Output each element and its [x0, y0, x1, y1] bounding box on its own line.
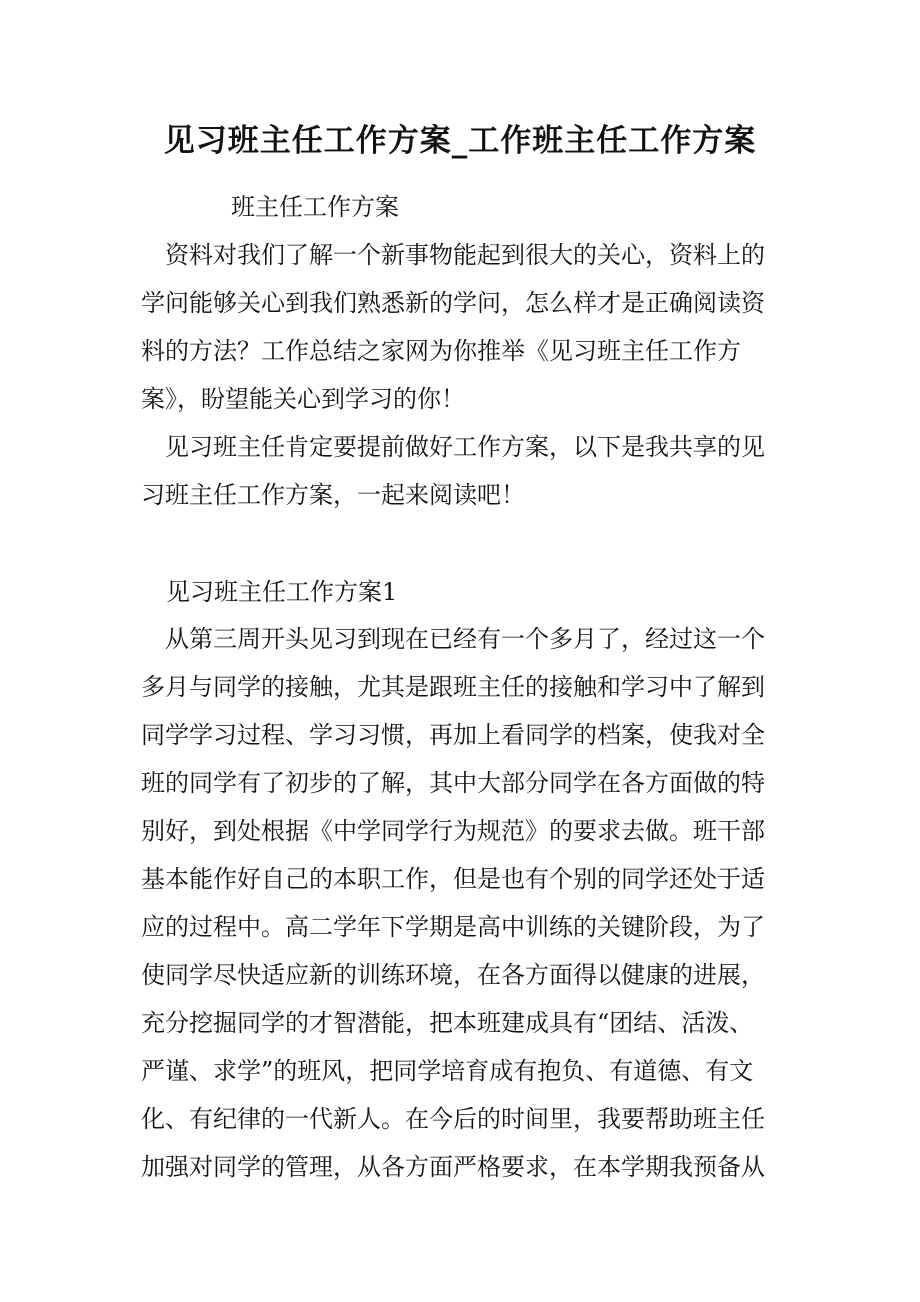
body-line: 加强对同学的管理，从各方面严格要求，在本学期我预备从 — [141, 1153, 765, 1181]
body-line: 充分挖掘同学的才智潜能，把本班建成具有“团结、活泼、 — [141, 1009, 754, 1037]
intro-line: 学问能够关心到我们熟悉新的学问，怎么样才是正确阅读资 — [141, 289, 765, 317]
body-line: 别好，到处根据《中学同学行为规范》的要求去做。班干部 — [141, 817, 765, 845]
body-line: 基本能作好自己的本职工作，但是也有个别的同学还处于适 — [141, 865, 765, 893]
document-title: 见习班主任工作方案_工作班主任工作方案 — [163, 123, 757, 159]
body-line: 同学学习过程、学习习惯，再加上看同学的档案，使我对全 — [141, 721, 765, 749]
body-line: 化、有纪律的一代新人。在今后的时间里，我要帮助班主任 — [141, 1105, 765, 1133]
lead-line: 习班主任工作方案，一起来阅读吧！ — [141, 481, 525, 509]
body-line: 使同学尽快适应新的训练环境，在各方面得以健康的进展， — [141, 961, 765, 989]
body-line: 严谨、求学”的班风，把同学培育成有抱负、有道德、有文 — [141, 1057, 754, 1085]
document-subtitle: 班主任工作方案 — [231, 193, 399, 221]
body-line: 多月与同学的接触，尤其是跟班主任的接触和学习中了解到 — [141, 673, 765, 701]
body-line: 班的同学有了初步的了解，其中大部分同学在各方面做的特 — [141, 769, 765, 797]
intro-line: 资料对我们了解一个新事物能起到很大的关心，资料上的 — [141, 241, 765, 269]
section-heading: 见习班主任工作方案1 — [166, 578, 398, 606]
intro-line: 料的方法？工作总结之家网为你推举《见习班主任工作方 — [141, 337, 741, 365]
body-line: 从第三周开头见习到现在已经有一个多月了，经过这一个 — [141, 625, 765, 653]
body-line: 应的过程中。高二学年下学期是高中训练的关键阶段，为了 — [141, 913, 765, 941]
lead-line: 见习班主任肯定要提前做好工作方案，以下是我共享的见 — [141, 433, 765, 461]
intro-line: 案》，盼望能关心到学习的你！ — [141, 385, 465, 413]
